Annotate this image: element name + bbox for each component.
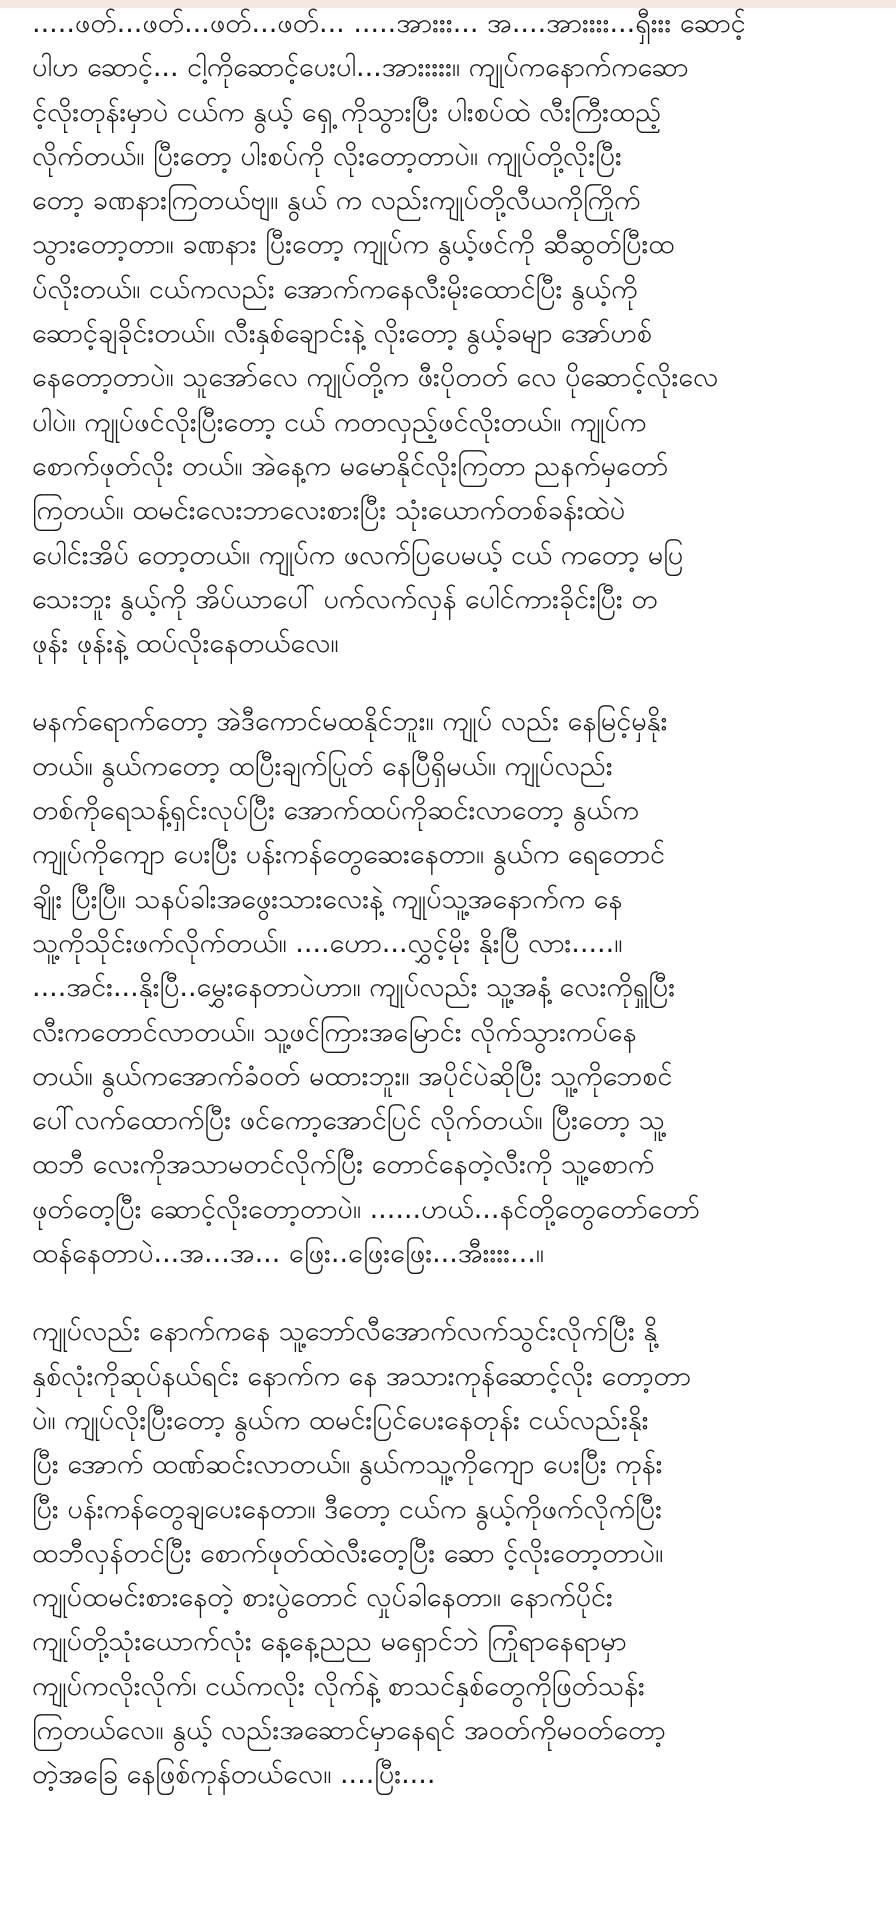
text-line: ....အင်း...နိုးပြီ..မွှေးနေတာပဲဟာ။ ကျုပ်လည်း သူ့အနံ့ လေးကိုရှူပြီး [32, 972, 676, 1004]
text-line: ဆောင့်ချခိုင်းတယ်။ လီးနှစ်ချောင်းနဲ့ လိုးတော့ နွယ့်ခမျာ အော်ဟစ် [32, 318, 652, 350]
text-line: တဲ့အခြေ နေဖြစ်ကုန်တယ်လေ။ ....ပြီး.... [32, 1759, 436, 1791]
text-line: လိုက်တယ်။ ပြီးတော့ ပါးစပ်ကို လိုးတော့တာပဲ။ ကျုပ်တို့လိုးပြီး [32, 140, 622, 172]
text-line: ပါဟ ဆောင့်... ငါ့ကိုဆောင့်ပေးပါ...အားးးးး။ ကျုပ်ကနောက်ကဆော [32, 52, 689, 84]
text-line: ကြတယ်။ ထမင်းလေးဘာလေးစားပြီး သုံးယောက်တစ်ခန်းထဲပဲ [32, 495, 626, 527]
text-line: ပြီး ပန်းကန်တွေချပေးနေတာ။ ဒီတော့ ငယ်က နွယ့်ကိုဖက်လိုက်ပြီး [32, 1493, 662, 1525]
text-line: နှစ်လုံးကိုဆုပ်နယ်ရင်း နောက်က နေ အသားကုန်ဆောင့်လိုး တော့တာ [32, 1360, 691, 1392]
text-line: ပေါ်လက်ထောက်ပြီး ဖင်ကော့အောင်ပြင် လိုက်တယ်။ ပြီးတော့ သူ့ [32, 1105, 665, 1137]
text-line: ပြီး အောက် ထဏ်ဆင်းလာတယ်။ နွယ်ကသူ့ကိုကျော ပေးပြီး ကုန်း [32, 1449, 663, 1481]
text-line: ဖုန်း ဖုန်းနဲ့ ထပ်လိုးနေတယ်လေ။ [32, 628, 339, 660]
text-line: တယ်။ နွယ်ကတော့ ထပြီးချက်ပြုတ် နေပြီရှိမယ်။ ကျုပ်လည်း [32, 750, 613, 782]
paragraph-1 [32, 2, 856, 666]
text-line: စောက်ဖုတ်လိုး တယ်။ အဲနေ့က မမောနိုင်လိုးကြတာ ညနက်မှတော် [32, 450, 669, 482]
text-line: ထဘီလှန်တင်ပြီး စောက်ဖုတ်ထဲလီးတေ့ပြီး ဆော င့်လိုးတော့တာပဲ။ [32, 1537, 664, 1569]
text-line: ကျုပ်ထမင်းစားနေတဲ့ စားပွဲတောင် လှုပ်ခါနေတာ။ နောက်ပိုင်း [32, 1582, 613, 1614]
text-line: နေတော့တာပဲ။ သူအော်လေ ကျုပ်တို့က ဖီးပိုတတ် လေ ပိုဆောင့်လိုးလေ [32, 362, 719, 394]
text-line: လီးကတောင်လာတယ်။ သူ့ဖင်ကြားအမြောင်း လိုက်သွားကပ်နေ [32, 1016, 637, 1048]
text-line: သေးဘူး နွယ့်ကို အိပ်ယာပေါ် ပက်လက်လှန် ပေါင်ကားခိုင်းပြီး တ [32, 583, 658, 615]
text-line: တစ်ကိုရေသန့်ရှင်းလုပ်ပြီး အောက်ထပ်ကိုဆင်းလာတော့ နွယ်က [32, 795, 639, 827]
text-line: ကျုပ်လည်း နောက်ကနေ သူ့ဘော်လီအောက်လက်သွင်းလိုက်ပြီး နို့ [32, 1316, 658, 1348]
paragraph-spacer [32, 1276, 856, 1310]
text-line: ပေါင်းအိပ် တော့တယ်။ ကျုပ်က ဖလက်ပြပေမယ့် ငယ် ကတော့ မပြ [32, 539, 684, 571]
text-line: မနက်ရောက်တော့ အဲဒီကောင်မထနိုင်ဘူး။ ကျုပ် လည်း နေမြင့်မှနိုး [32, 706, 668, 738]
text-line: ပါပဲ။ ကျုပ်ဖင်လိုးပြီးတော့ ငယ် ကတလှည့်ဖင်လိုးတယ်။ ကျုပ်က [32, 406, 647, 438]
text-line: .....ဖတ်...ဖတ်...ဖတ်...ဖတ်... .....အားးး... အ....အားးးး...ရှီးးး ဆောင့် [32, 8, 746, 39]
text-line: ဖုတ်တေ့ပြီး ဆောင့်လိုးတော့တာပဲ။ ......ဟယ်...နင်တို့တွေတော်တော် [32, 1193, 700, 1225]
text-line: သွားတော့တာ။ ခဏနား ပြီးတော့ ကျုပ်က နွယ့်ဖင်ကို ဆီဆွတ်ပြီးထ [32, 229, 675, 261]
text-line: တော့ ခဏနားကြတယ်ဗျ။ နွယ် က လည်းကျုပ်တို့လီယကိုကြိုက် [32, 185, 641, 217]
text-line: ကြတယ်လေ။ နွယ့် လည်းအဆောင်မှာနေရင် အဝတ်ကိုမဝတ်တော့ [32, 1714, 666, 1746]
text-line: ကျုပ်တို့သုံးယောက်လုံး နေ့နေ့ညည မရှောင်ဘဲ ကြုံရာနေရာမှာ [32, 1626, 627, 1658]
text-line: တယ်။ နွယ်ကအောက်ခံဝတ် မထားဘူး။ အပိုင်ပဲဆိုပြီး သူ့ကိုဘေစင် [32, 1060, 673, 1092]
paragraph-2 [32, 700, 856, 1276]
text-line: င့်လိုးတုန်းမှာပဲ ငယ်က နွယ့် ရှေ့ ကိုသွားပြီး ပါးစပ်ထဲ လီးကြီးထည့် [32, 96, 662, 128]
paragraph-spacer [32, 666, 856, 700]
text-line: ကျုပ်ကိုကျော ပေးပြီး ပန်းကန်တွေဆေးနေတာ။ နွယ်က ရေတောင် [32, 839, 665, 871]
text-line: ထန်နေတာပဲ...အ...အ... ဖြေး..ဖြေးဖြေး...အီးးးး...။ [32, 1238, 544, 1270]
text-line: ထဘီ လေးကိုအသာမတင်လိုက်ပြီး တောင်နေတဲ့လီးကို သူ့စောက် [32, 1149, 655, 1181]
text-line: ကျုပ်ကလိုးလိုက်၊ ငယ်ကလိုး လိုက်နဲ့ စာသင်နှစ်တွေကိုဖြတ်သန်း [32, 1670, 645, 1702]
text-line: ပ်လိုးတယ်။ ငယ်ကလည်း အောက်ကနေလီးမိုးထောင်ပြီး နွယ့်ကို [32, 273, 638, 305]
text-line: ချိုး ပြီးပြီ။ သနပ်ခါးအဖွေးသားလေးနဲ့ ကျုပ်သူ့အနောက်က နေ [32, 883, 623, 915]
text-line: သူ့ကိုသိုင်းဖက်လိုက်တယ်။ ....ဟော...လွှင့်မိုး နိုးပြီ လား.....။ [32, 927, 623, 959]
paragraph-3 [32, 1310, 856, 1797]
text-line: ပဲ။ ကျုပ်လိုးပြီးတော့ နွယ်က ထမင်းပြင်ပေးနေတုန်း ငယ်လည်းနိုး [32, 1404, 649, 1436]
